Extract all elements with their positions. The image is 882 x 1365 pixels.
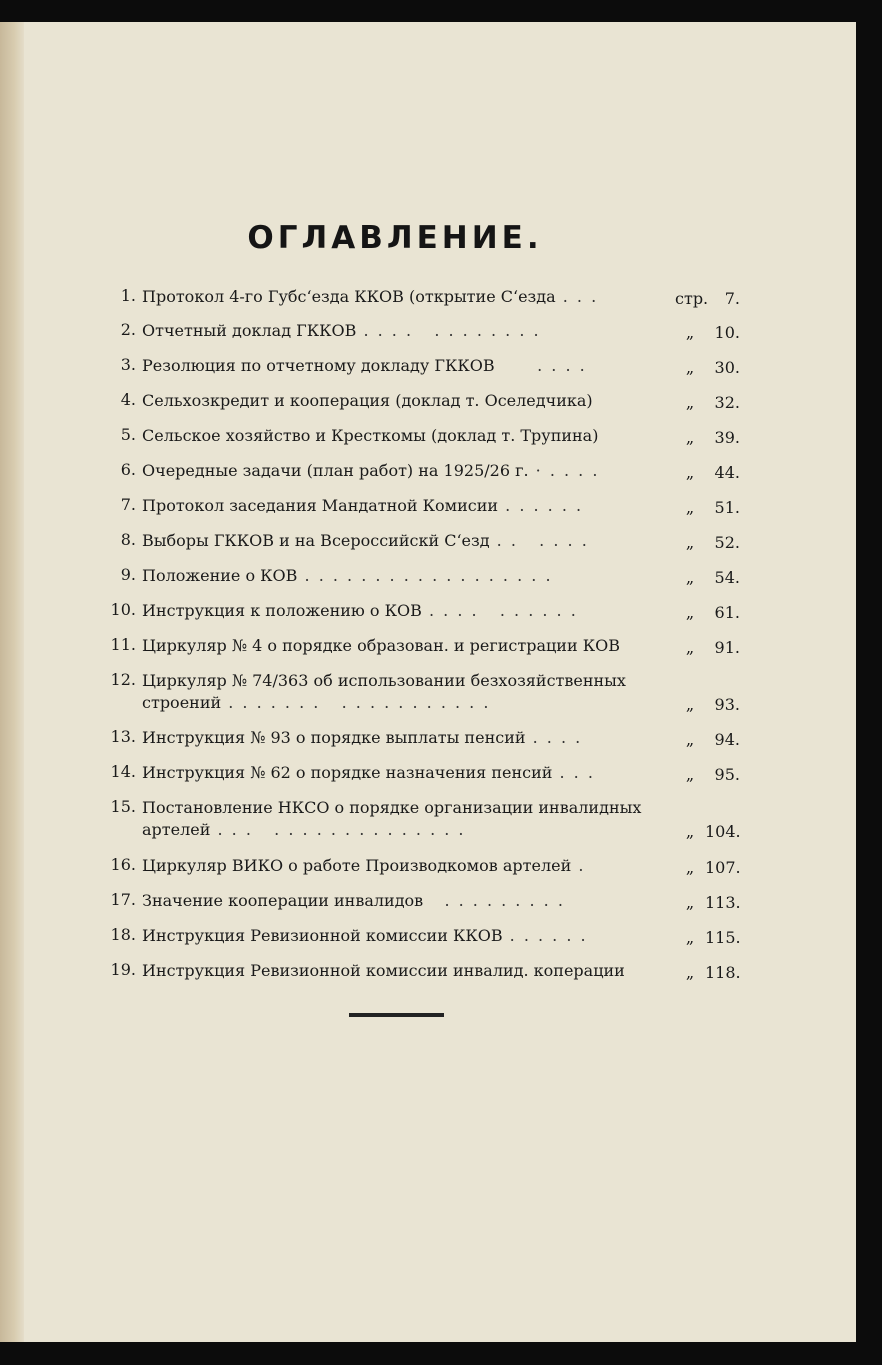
entry-page-number: 115. — [705, 928, 741, 947]
entry-ditto-mark: „ — [685, 638, 695, 657]
entry-ditto-mark: „ — [685, 533, 695, 552]
toc-entry — [100, 727, 740, 749]
entry-leader-dots: . . . . . . . . . . . . . . . . . — [210, 820, 466, 839]
entry-leader-dots: . . . — [555, 287, 599, 306]
entry-title-text: Сельское хозяйство и Кресткомы (доклад т. Трупина) — [142, 426, 599, 445]
toc-entry — [100, 797, 740, 841]
toc-entry — [100, 960, 740, 982]
entry-title — [142, 797, 675, 841]
entry-leader-dots: . . . . — [525, 728, 583, 747]
toc-entry — [100, 890, 740, 912]
entry-ditto-mark: „ — [685, 858, 695, 877]
entry-title-text: Положение о КОВ — [142, 566, 298, 585]
entry-ditto-mark: „ — [685, 928, 695, 947]
entry-ditto-mark: „ — [685, 358, 695, 377]
entry-number: 8. — [120, 530, 136, 549]
entry-ditto-mark: „ — [685, 393, 695, 412]
entry-page-number: 7. — [724, 289, 740, 308]
page-title: ОГЛАВЛЕНИЕ. — [247, 220, 543, 256]
entry-leader-dots: . . . . . . . . . . . . . . . . . . — [297, 566, 553, 585]
entry-ditto-mark: „ — [685, 822, 695, 841]
entry-page-number: 107. — [705, 858, 741, 877]
entry-title — [142, 925, 675, 947]
entry-title-text: Циркуляр ВИКО о работе Производкомов артелей — [142, 856, 572, 875]
toc-entry — [100, 355, 740, 377]
toc-entry — [100, 390, 740, 412]
entry-page-number: 52. — [714, 533, 740, 552]
entry-number: 15. — [110, 797, 136, 816]
entry-leader-dots: . . . . . . . . . . — [421, 601, 578, 620]
entry-number: 7. — [120, 495, 136, 514]
entry-page-number: 30. — [714, 358, 740, 377]
entry-title-text: Выборы ГККОВ и на Всероссийскй С‘езд — [142, 531, 490, 550]
entry-title — [142, 460, 675, 482]
entry-leader-dots: . — [571, 856, 586, 875]
entry-title-text: Инструкция к положению о КОВ — [142, 601, 422, 620]
entry-title — [142, 890, 675, 912]
entry-number: 17. — [110, 890, 136, 909]
entry-title-text: Инструкция № 62 о порядке назначения пенсий — [142, 763, 553, 782]
entry-title-text: Постановление НКСО о порядке организации инвалидных артелей — [142, 798, 642, 839]
toc-entry — [100, 530, 740, 552]
entry-title-text: Значение кооперации инвалидов — [142, 891, 424, 910]
entry-title — [142, 600, 675, 622]
entry-number: 1. — [120, 286, 136, 305]
entry-title — [142, 670, 675, 714]
toc-entry — [100, 286, 740, 308]
entry-ditto-mark: „ — [685, 893, 695, 912]
toc-entry — [100, 495, 740, 517]
entry-page-number: 61. — [714, 603, 740, 622]
entry-leader-dots: . . . . — [494, 356, 587, 375]
toc-entry — [100, 320, 740, 342]
entry-number: 6. — [120, 460, 136, 479]
entry-title — [142, 495, 675, 517]
toc-entry — [100, 670, 740, 714]
entry-page-number: 54. — [714, 568, 740, 587]
toc-entry — [100, 600, 740, 622]
toc-entry — [100, 855, 740, 877]
entry-title-text: Инструкция Ревизионной комиссии ККОВ — [142, 926, 503, 945]
entry-title — [142, 286, 675, 308]
entry-number: 2. — [120, 320, 136, 339]
entry-page-number: 39. — [714, 428, 740, 447]
entry-page-number: 93. — [714, 695, 740, 714]
entry-number: 18. — [110, 925, 136, 944]
entry-ditto-mark: „ — [685, 730, 695, 749]
toc-entry — [100, 762, 740, 784]
entry-page-number: 44. — [714, 463, 740, 482]
entry-leader-dots: . . . . . . — [489, 531, 589, 550]
entry-title — [142, 762, 675, 784]
entry-number: 13. — [110, 727, 136, 746]
entry-page-number: 32. — [714, 393, 740, 412]
entry-title-text: Протокол 4-го Губс‘езда ККОВ (открытие С‘езда — [142, 287, 556, 306]
entry-ditto-mark: стр. — [675, 289, 709, 308]
entry-title — [142, 425, 675, 447]
entry-number: 5. — [120, 425, 136, 444]
entry-page-number: 113. — [705, 893, 741, 912]
entry-page-number: 51. — [714, 498, 740, 517]
entry-title — [142, 390, 675, 412]
entry-title-text: Протокол заседания Мандатной Комисии — [142, 496, 499, 515]
entry-leader-dots: . . . . . . . . . . . . . . . . . . — [221, 693, 491, 712]
entry-number: 9. — [120, 565, 136, 584]
entry-title-text: Инструкция № 93 о порядке выплаты пенсий — [142, 728, 526, 747]
entry-ditto-mark: „ — [685, 498, 695, 517]
entry-title — [142, 960, 675, 982]
entry-ditto-mark: „ — [685, 323, 695, 342]
entry-title-text: Отчетный доклад ГККОВ — [142, 321, 357, 340]
document-page — [0, 22, 856, 1342]
entry-page-number: 118. — [705, 963, 741, 982]
toc-entry — [100, 635, 740, 657]
entry-ditto-mark: „ — [685, 695, 695, 714]
entry-leader-dots: . . . . . . . . . . . . — [356, 321, 541, 340]
entry-page-number: 104. — [705, 822, 741, 841]
entry-title — [142, 565, 675, 587]
entry-leader-dots: . . . . . . — [498, 496, 584, 515]
toc-entry — [100, 565, 740, 587]
entry-title — [142, 855, 675, 877]
toc-entry — [100, 425, 740, 447]
toc-entry — [100, 925, 740, 947]
entry-title — [142, 530, 675, 552]
entry-leader-dots: . . . . . . . . . — [423, 891, 565, 910]
entry-ditto-mark: „ — [685, 765, 695, 784]
entry-number: 4. — [120, 390, 136, 409]
entry-page-number: 94. — [714, 730, 740, 749]
entry-title-text: Очередные задачи (план работ) на 1925/26 г. — [142, 461, 529, 480]
entry-title — [142, 355, 675, 377]
entry-title — [142, 727, 675, 749]
entry-page-number: 10. — [714, 323, 740, 342]
entry-number: 10. — [110, 600, 136, 619]
entry-title-text: Резолюция по отчетному докладу ГККОВ — [142, 356, 495, 375]
toc-entry — [100, 460, 740, 482]
entry-title — [142, 635, 675, 657]
entry-leader-dots: . . . . . . — [502, 926, 588, 945]
entry-number: 16. — [110, 855, 136, 874]
entry-number: 19. — [110, 960, 136, 979]
entry-ditto-mark: „ — [685, 963, 695, 982]
entry-number: 11. — [110, 635, 136, 654]
closing-rule — [349, 1013, 444, 1017]
entry-leader-dots: · . . . . — [528, 461, 600, 480]
entry-number: 14. — [110, 762, 136, 781]
entry-title-text: Циркуляр № 4 о порядке образован. и регистрации КОВ — [142, 636, 620, 655]
entry-page-number: 91. — [714, 638, 740, 657]
entry-leader-dots: . . . — [552, 763, 595, 782]
entry-page-number: 95. — [714, 765, 740, 784]
entry-number: 12. — [110, 670, 136, 689]
entry-title-text: Циркуляр № 74/363 об использовании безхозяйственных строений — [142, 671, 626, 712]
entry-ditto-mark: „ — [685, 428, 695, 447]
entry-ditto-mark: „ — [685, 463, 695, 482]
entry-ditto-mark: „ — [685, 603, 695, 622]
entry-number: 3. — [120, 355, 136, 374]
entry-title-text: Инструкция Ревизионной комиссии инвалид. коперации — [142, 961, 625, 980]
entry-ditto-mark: „ — [685, 568, 695, 587]
entry-title — [142, 320, 675, 342]
entry-title-text: Сельхозкредит и кооперация (доклад т. Оселедчика) — [142, 391, 593, 410]
